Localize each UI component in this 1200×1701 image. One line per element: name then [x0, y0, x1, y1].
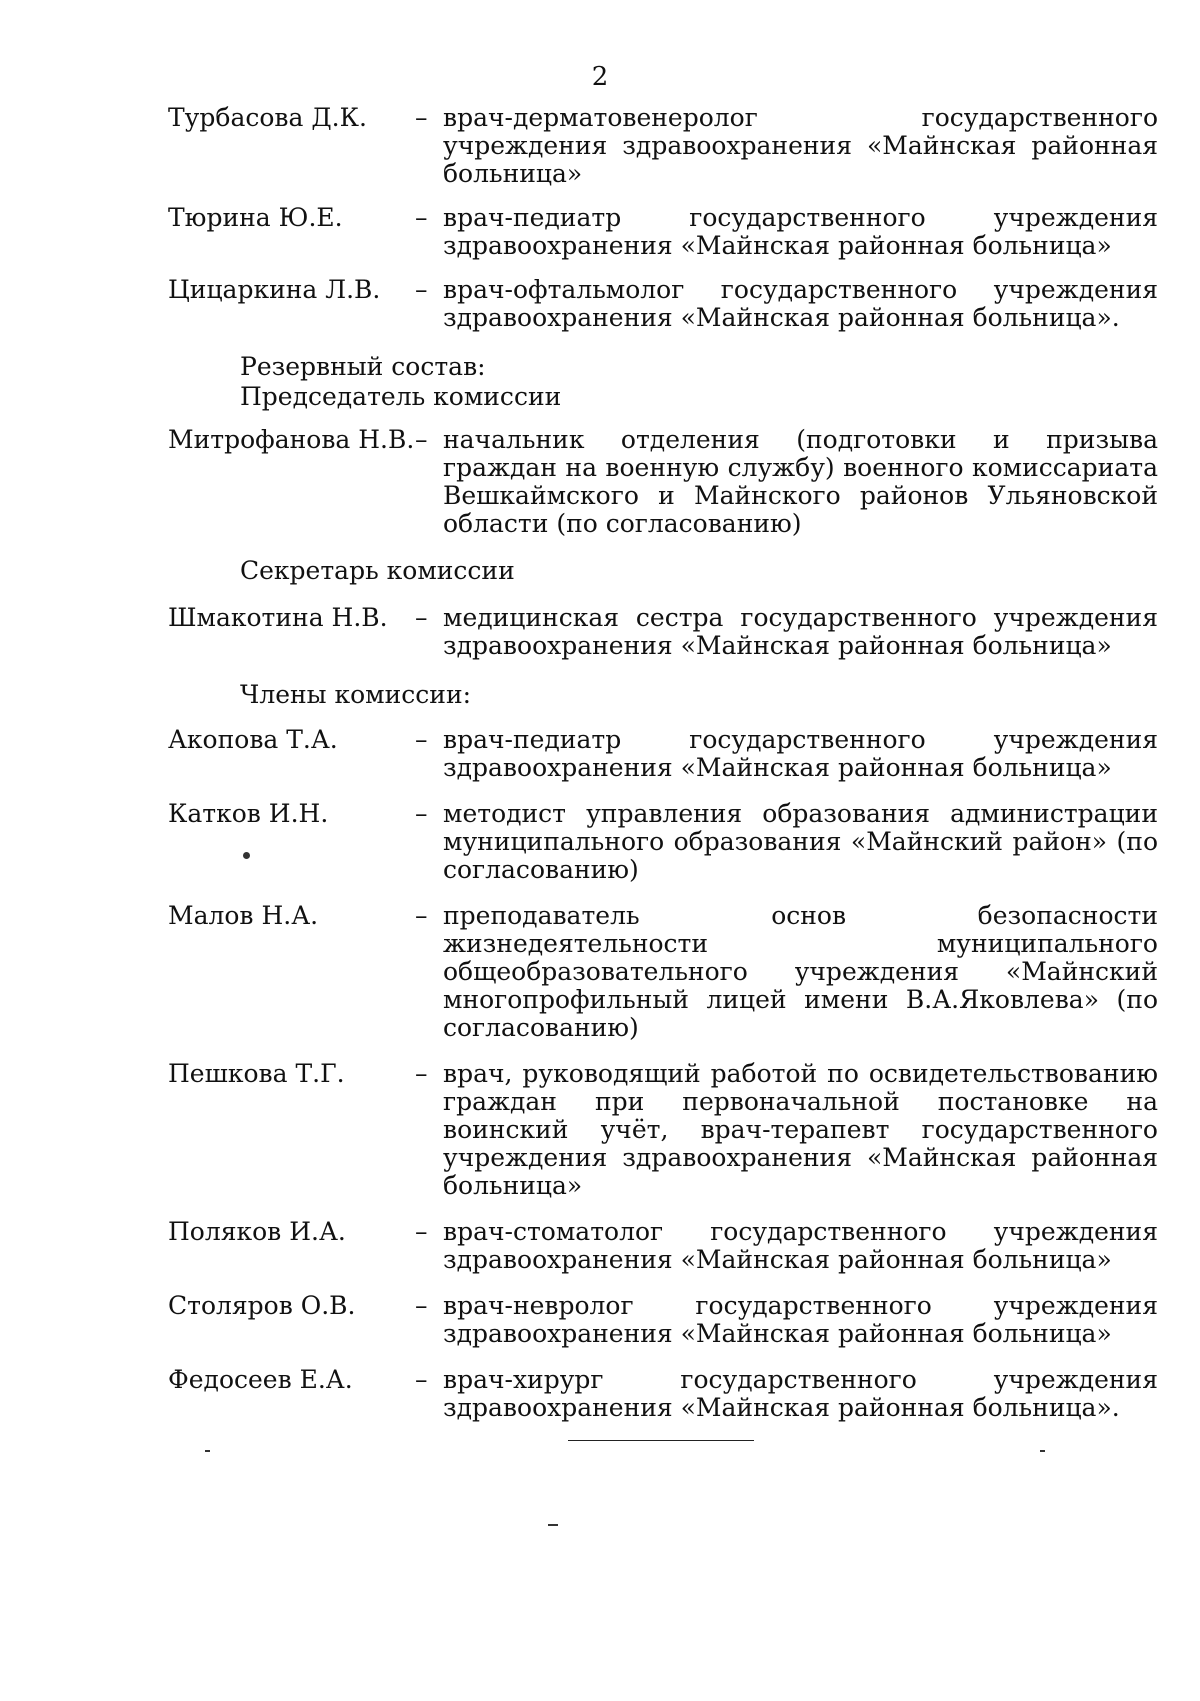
member-name: Малов Н.А.: [168, 901, 319, 930]
member-position: врач-хирург государственного учреждения здравоохранения «Майнская районная больница».: [443, 1365, 1158, 1422]
dash: –: [415, 1059, 428, 1088]
chair-name: Митрофанова Н.В.: [168, 425, 415, 454]
member-position: врач-педиатр государственного учреждения здравоохранения «Майнская районная больница»: [443, 203, 1158, 260]
page-number: 2: [591, 62, 609, 92]
dash: –: [415, 603, 428, 632]
end-divider: [568, 1440, 754, 1441]
member-entry: [168, 1218, 1158, 1274]
member-entry: [168, 800, 1158, 884]
member-position: врач-офтальмолог государственного учреждения здравоохранения «Майнская районная больница».: [443, 275, 1158, 332]
member-position: преподаватель основ безопасности жизнедеятельности муниципального общеобразовательного учреждения «Майнский многопрофильный лицей имени В.А.Яковлева» (по согласованию): [443, 901, 1158, 1042]
member-position: врач-педиатр государственного учреждения здравоохранения «Майнская районная больница»: [443, 725, 1158, 782]
dash: –: [415, 725, 428, 754]
document-body: [168, 104, 1158, 1422]
scan-speck: [548, 1524, 558, 1526]
dash: –: [415, 1365, 428, 1394]
chair-entry: [168, 426, 1158, 538]
member-name: Турбасова Д.К.: [168, 103, 367, 132]
member-name: Федосеев Е.А.: [168, 1365, 353, 1394]
dash: –: [415, 901, 428, 930]
member-entry: [168, 104, 1158, 188]
secretary-position: медицинская сестра государственного учреждения здравоохранения «Майнская районная больница»: [443, 603, 1158, 660]
chair-heading: Председатель комиссии: [240, 382, 562, 411]
dash: –: [415, 425, 428, 454]
dash: –: [415, 275, 428, 304]
member-entry: [168, 1292, 1158, 1348]
member-name: Поляков И.А.: [168, 1217, 346, 1246]
secretary-name: Шмакотина Н.В.: [168, 603, 388, 632]
member-name: Цицаркина Л.В.: [168, 275, 381, 304]
scan-speck: [205, 1450, 210, 1452]
member-position: врач-дерматовенеролог государственного учреждения здравоохранения «Майнская районная больница»: [443, 103, 1158, 188]
scan-speck: [243, 852, 250, 859]
member-entry: [168, 726, 1158, 782]
dash: –: [415, 799, 428, 828]
member-name: Столяров О.В.: [168, 1291, 356, 1320]
members-heading: Члены комиссии:: [240, 680, 472, 709]
member-entry: [168, 1366, 1158, 1422]
member-entry: [168, 276, 1158, 332]
reserve-heading: Резервный состав:: [240, 352, 486, 381]
dash: –: [415, 103, 428, 132]
member-entry: [168, 1060, 1158, 1200]
dash: –: [415, 203, 428, 232]
member-position: врач-невролог государственного учреждения здравоохранения «Майнская районная больница»: [443, 1291, 1158, 1348]
member-name: Акопова Т.А.: [168, 725, 338, 754]
secretary-entry: [168, 604, 1158, 660]
dash: –: [415, 1217, 428, 1246]
secretary-heading: Секретарь комиссии: [240, 556, 515, 585]
member-position: врач-стоматолог государственного учреждения здравоохранения «Майнская районная больница»: [443, 1217, 1158, 1274]
member-name: Тюрина Ю.Е.: [168, 203, 343, 232]
member-position: методист управления образования администрации муниципального образования «Майнский район» (по согласованию): [443, 799, 1158, 884]
scan-speck: [1040, 1450, 1045, 1452]
member-name: Катков И.Н.: [168, 799, 329, 828]
member-position: врач, руководящий работой по освидетельствованию граждан при первоначальной постановке на воинский учёт, врач-терапевт государственного учреждения здравоохранения «Майнская районная больница»: [443, 1059, 1158, 1200]
member-name: Пешкова Т.Г.: [168, 1059, 345, 1088]
member-entry: [168, 204, 1158, 260]
chair-position: начальник отделения (подготовки и призыва граждан на военную службу) военного комиссариата Вешкаймского и Майнского районов Ульяновской области (по согласованию): [443, 425, 1158, 538]
member-entry: [168, 902, 1158, 1042]
dash: –: [415, 1291, 428, 1320]
